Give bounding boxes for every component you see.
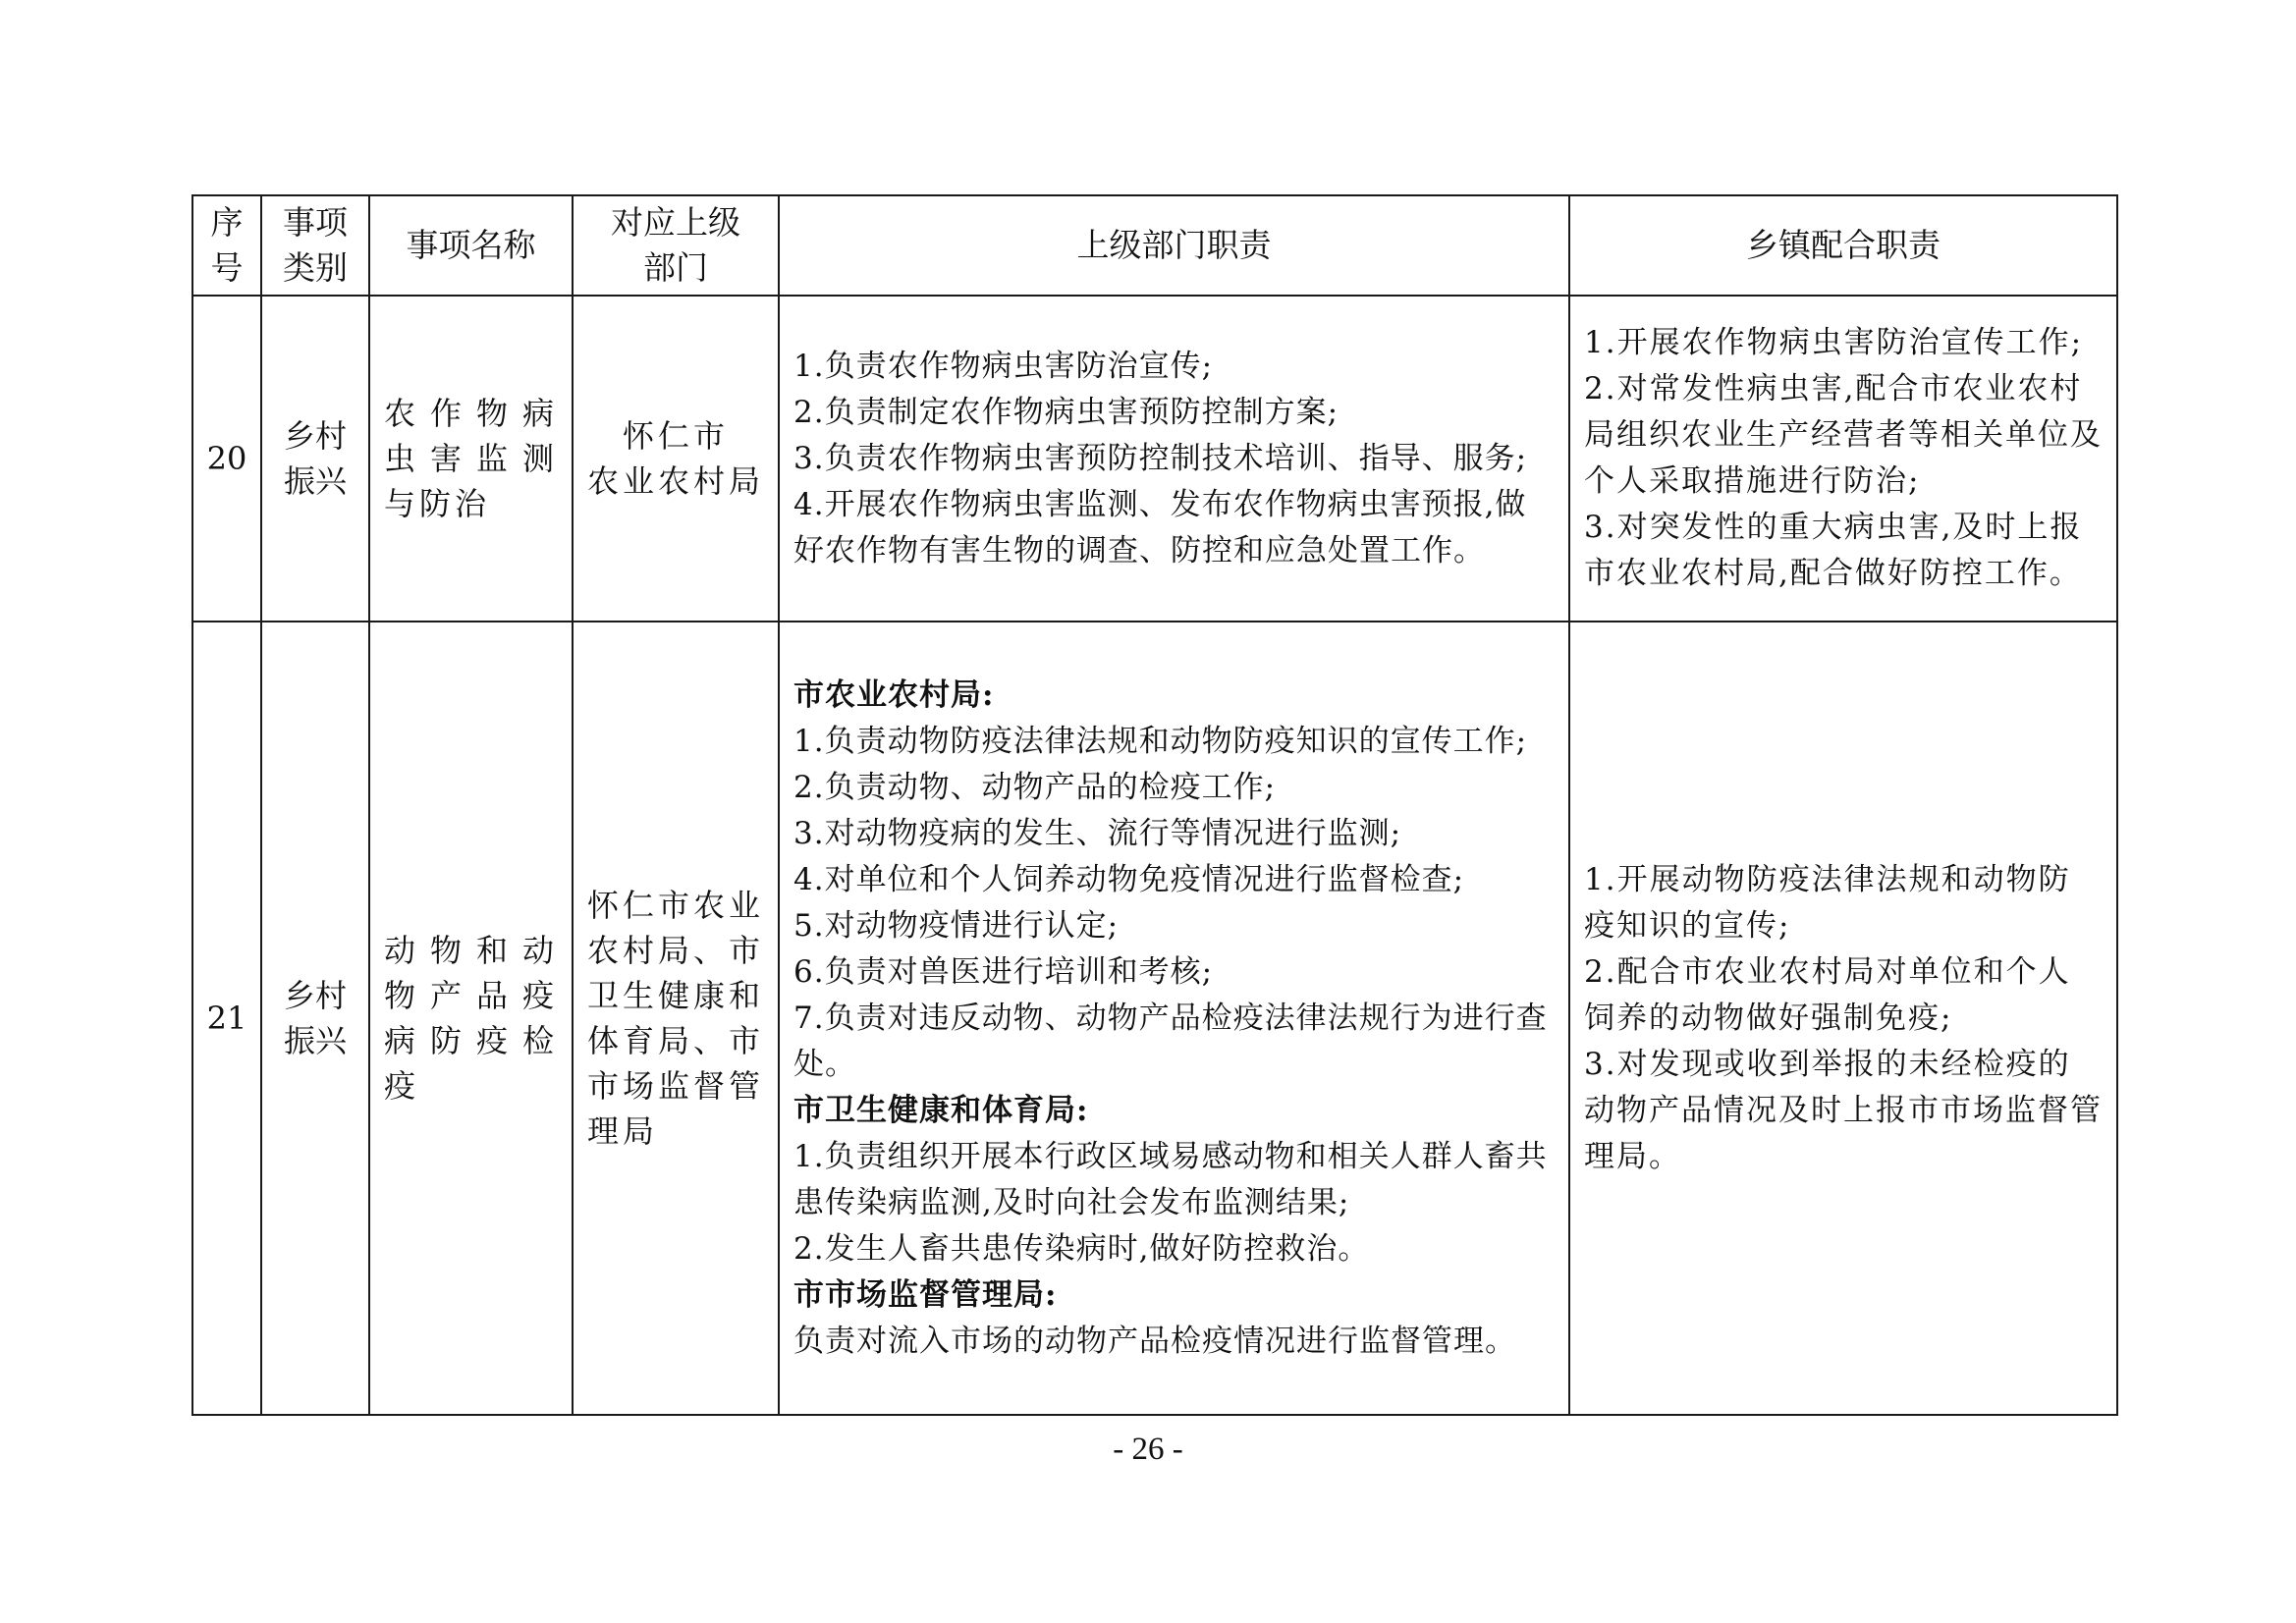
duty-item: 3.对动物疫病的发生、流行等情况进行监测; bbox=[793, 815, 1402, 851]
header-seq bbox=[192, 195, 261, 296]
duty-section-title: 市农业农村局: bbox=[793, 676, 995, 713]
duty-item: 4.对单位和个人饲养动物免疫情况进行监督检查; bbox=[793, 861, 1465, 897]
duty-section-title: 市市场监督管理局: bbox=[793, 1276, 1058, 1313]
row-coop bbox=[1569, 296, 2117, 622]
duty-item: 负责对流入市场的动物产品检疫情况进行监督管理。 bbox=[793, 1323, 1516, 1359]
coop-item: 1.开展农作物病虫害防治宣传工作; bbox=[1584, 325, 2084, 360]
header-category bbox=[261, 195, 369, 296]
row-category bbox=[261, 622, 369, 1415]
duty-item: 1.负责组织开展本行政区域易感动物和相关人群人畜共患传染病监测,及时向社会发布监测结果; bbox=[793, 1138, 1548, 1220]
header-seq-line-1: 序 bbox=[210, 203, 244, 242]
table-row bbox=[192, 622, 2117, 1415]
table-header-row bbox=[192, 195, 2117, 296]
duty-item: 3.负责农作物病虫害预防控制技术培训、指导、服务; bbox=[793, 440, 1528, 476]
header-category-line-1: 事项 bbox=[283, 203, 348, 242]
header-dept-line-1: 对应上级 bbox=[611, 203, 740, 242]
table-row bbox=[192, 296, 2117, 622]
row-category bbox=[261, 296, 369, 622]
row-dept: 怀仁市农业农村局、市卫生健康和体育局、市市场监督管理局 bbox=[573, 622, 779, 1415]
coop-item: 3.对突发性的重大病虫害,及时上报市农业农村局,配合做好防控工作。 bbox=[1584, 510, 2083, 591]
page-number: - 26 - bbox=[1113, 1432, 1183, 1467]
header-name: 事项名称 bbox=[369, 195, 573, 296]
header-seq-line-2: 号 bbox=[210, 248, 244, 287]
duty-section-title: 市卫生健康和体育局: bbox=[793, 1092, 1089, 1128]
duty-item: 5.对动物疫情进行认定; bbox=[793, 907, 1120, 944]
row-dept-line-2: 农业农村局 bbox=[587, 462, 765, 500]
row-seq: 20 bbox=[192, 296, 261, 622]
header-duty: 上级部门职责 bbox=[779, 195, 1569, 296]
coop-item: 1.开展动物防疫法律法规和动物防疫知识的宣传; bbox=[1584, 861, 2071, 944]
header-coop: 乡镇配合职责 bbox=[1569, 195, 2117, 296]
coop-item: 2.配合市农业农村局对单位和个人饲养的动物做好强制免疫; bbox=[1584, 953, 2071, 1036]
row-dept bbox=[573, 296, 779, 622]
row-duty bbox=[779, 622, 1569, 1415]
coop-item: 3.对发现或收到举报的未经检疫的动物产品情况及时上报市市场监督管理局。 bbox=[1584, 1046, 2103, 1174]
duty-item: 6.负责对兽医进行培训和考核; bbox=[793, 953, 1214, 990]
header-category-line-2: 类别 bbox=[283, 248, 348, 287]
row-category-line-1: 乡村 bbox=[283, 977, 347, 1014]
duty-item: 7.负责对违反动物、动物产品检疫法律法规行为进行查处。 bbox=[793, 1000, 1548, 1082]
duty-item: 2.负责制定农作物病虫害预防控制方案; bbox=[793, 394, 1339, 430]
row-name: 农作物病虫害监测与防治 bbox=[369, 296, 573, 622]
row-category-line-1: 乡村 bbox=[283, 417, 347, 455]
header-dept-line-2: 部门 bbox=[643, 248, 708, 287]
row-coop bbox=[1569, 622, 2117, 1415]
duty-item: 1.负责动物防疫法律法规和动物防疫知识的宣传工作; bbox=[793, 723, 1528, 759]
row-category-line-2: 振兴 bbox=[283, 1022, 347, 1059]
row-dept-line-1: 怀仁市 bbox=[622, 417, 729, 455]
duty-item: 1.负责农作物病虫害防治宣传; bbox=[793, 348, 1214, 384]
duty-item: 4.开展农作物病虫害监测、发布农作物病虫害预报,做好农作物有害生物的调查、防控和应急处置工作。 bbox=[793, 486, 1527, 568]
coop-item: 2.对常发性病虫害,配合市农业农村局组织农业生产经营者等相关单位及个人采取措施进行防治; bbox=[1584, 371, 2103, 499]
duty-item: 2.发生人畜共患传染病时,做好防控救治。 bbox=[793, 1230, 1370, 1267]
row-seq: 21 bbox=[192, 622, 261, 1415]
header-dept bbox=[573, 195, 779, 296]
duty-table bbox=[191, 194, 2118, 1416]
duty-item: 2.负责动物、动物产品的检疫工作; bbox=[793, 769, 1277, 805]
row-name: 动物和动物产品疫病防疫检疫 bbox=[369, 622, 573, 1415]
row-category-line-2: 振兴 bbox=[283, 462, 347, 500]
row-duty bbox=[779, 296, 1569, 622]
